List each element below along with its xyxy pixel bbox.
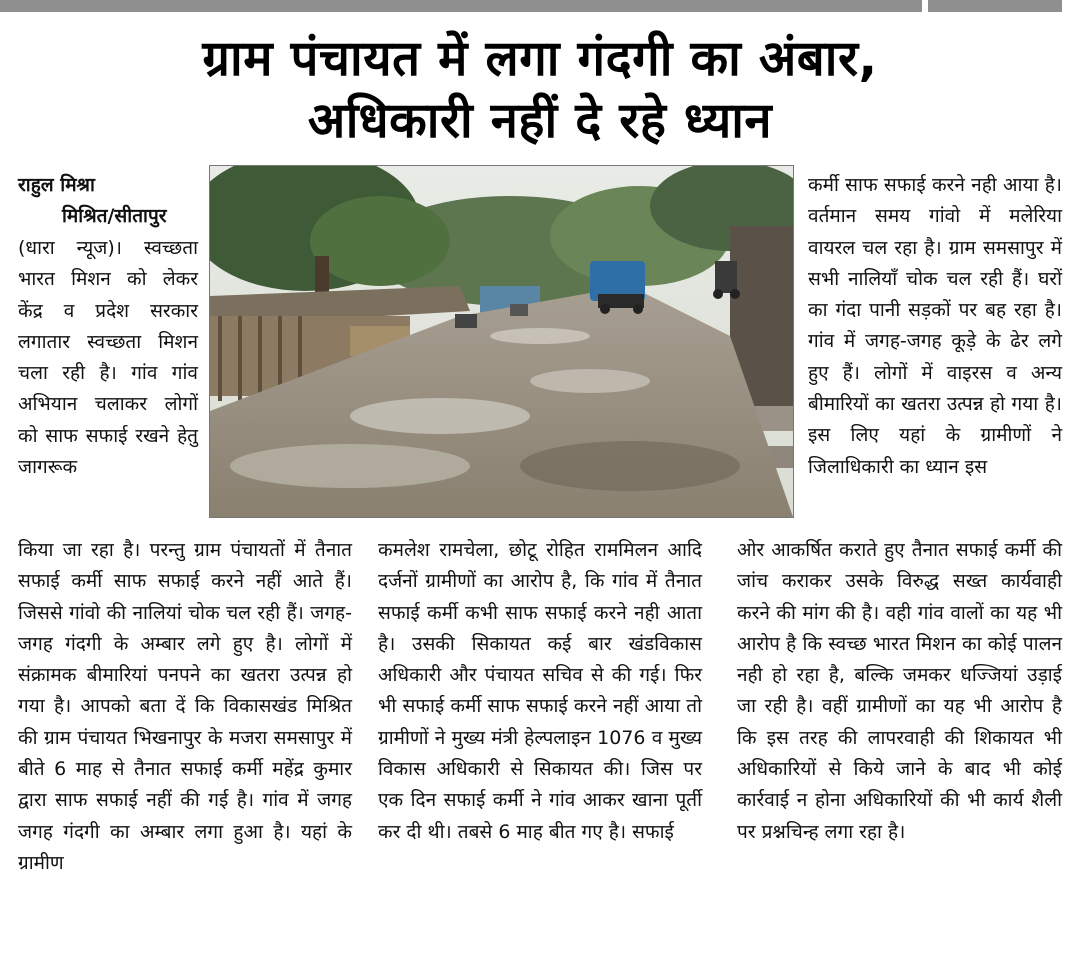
top-rule-gap (922, 0, 928, 12)
article-col1-top: (धारा न्यूज)। स्वच्छता भारत मिशन को लेकर केंद्र व प्रदेश सरकार लगातार स्वच्छता मिशन चला रही है। गांव गांव अभियान चलाकर लोगों को साफ सफाई रखने हेतु जागरूक (18, 237, 198, 479)
article-col3-bottom: ओर आकर्षित कराते हुए तैनात सफाई कर्मी की जांच कराकर उसके विरुद्ध सख्त कार्यवाही करने की मांग की है। वही गांव वालों का यह भी आरोप है कि स्वच्छ भारत मिशन का कोई पालन नही हो रहा है, बल्कि जमकर धज्जियां उड़ाई जा रही है। वहीं ग्रामीणों का यह भी आरोप है कि इस तरह की लापरवाही की शिकायत भी अधिकारियों से किये जाने के बाद भी कोई कार्रवाई न होना अधिकारियों की भी कार्य शैली पर प्रश्नचिन्ह लगा रहा है। (737, 539, 1062, 843)
byline-place: मिश्रित/सीतापुर (62, 205, 167, 227)
byline-author: राहुल मिश्रा (18, 174, 95, 196)
headline-line-2: अधिकारी नहीं दे रहे ध्यान (307, 92, 773, 149)
road-with-puddles-photo (210, 166, 793, 517)
byline (18, 170, 198, 232)
article-col3-top: कर्मी साफ सफाई करने नही आया है। वर्तमान समय गांवो में मलेरिया वायरल चल रहा है। ग्राम समसापुर में सभी नालियाँ चोक चल रही हैं। घरों का गंदा पानी सड़कों पर बह रहा है। गांव में जगह-जगह कूड़े के ढेर लगे हुए हैं। लोगों में वाइरस व अन्य बीमारियों का खतरा उत्पन्न हो गया है। इस लिए यहां के ग्रामीणों ने जिलाधिकारी का ध्यान इस (808, 174, 1062, 478)
headline-line-1: ग्राम पंचायत में लगा गंदगी का अंबार, (202, 30, 878, 87)
article-col2: कमलेश रामचेला, छोटू रोहित राममिलन आदि दर्जनों ग्रामीणों का आरोप है, कि गांव में तैनात सफाई कर्मी कभी साफ सफाई करने नही आता है। उसकी सिकायत कई बार खंडविकास अधिकारी और पंचायत सचिव से की गई। फिर भी सफाई कर्मी साफ सफाई करने नहीं आया तो ग्रामीणों ने मुख्य मंत्री हेल्पलाइन 1076 व मुख्य विकास अधिकारी से सिकायत की। जिस पर एक दिन सफाई कर्मी ने गांव आकर खाना पूर्ती कर दी थी। तबसे 6 माह बीत गए है। सफाई (378, 539, 702, 843)
article-col1-bottom: किया जा रहा है। परन्तु ग्राम पंचायतों में तैनात सफाई कर्मी साफ सफाई करने नहीं आते हैं। जिससे गांवो की नालियां चोक चल रही हैं। जगह-जगह गंदगी के अम्बार लगे हुए है। लोगों में संक्रामक बीमारियां पनपने का खतरा उत्पन्न हो गया है। आपको बता दें कि विकासखंड मिश्रित की ग्राम पंचायत भिखनापुर के मजरा समसापुर में बीते 6 माह से तैनात सफाई कर्मी महेंद्र कुमार द्वारा साफ सफाई नहीं की गई है। गांव में जगह जगह गंदगी का अम्बार लगा हुआ है। यहां के ग्रामीण (18, 539, 352, 874)
news-photo (209, 165, 794, 518)
top-rule (0, 0, 1062, 12)
headline (0, 28, 1080, 152)
